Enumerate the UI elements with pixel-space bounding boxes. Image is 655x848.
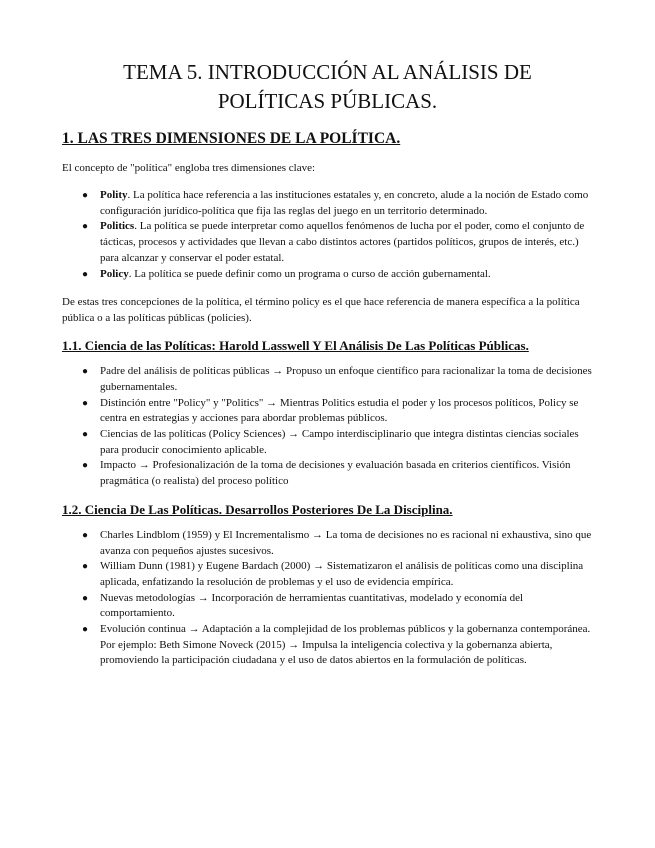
bullet-icon: ●	[82, 624, 89, 636]
section-1-heading: 1. LAS TRES DIMENSIONES DE LA POLÍTICA.	[62, 130, 401, 147]
term-polity: Polity	[100, 189, 128, 201]
list-item-text: William Dunn (1981) y Eugene Bardach (2000) → Sistematizaron el análisis de políticas como una disciplina aplicada, enfatizando la resolución de problemas y el uso de evidencia empírica.	[100, 560, 584, 588]
bullet-icon: ●	[82, 561, 89, 573]
list-item	[62, 622, 593, 669]
document-title	[62, 58, 593, 116]
bullet-icon: ●	[82, 592, 89, 604]
list-item-text: . La política hace referencia a las instituciones estatales y, en concreto, alude a la noción de Estado como configuración jurídico-política que fija las reglas del juego en un territorio determinado.	[100, 189, 589, 217]
list-item-text: Nuevas metodologías → Incorporación de herramientas cuantitativas, modelado y economía del comportamiento.	[100, 591, 524, 620]
list-item-text: . La política se puede interpretar como aquellos fenómenos de lucha por el poder, como el conjunto de tácticas, procesos y actividades que llevan a cabo distintos actores (partidos políticos, grupos de interés, etc.) para alcanzar y conservar el poder estatal.	[100, 220, 585, 264]
section-1-closing: De estas tres concepciones de la política, el término policy es el que hace referencia de manera específica a la política pública o a las políticas públicas (policies).	[62, 296, 580, 325]
list-item	[62, 427, 593, 458]
term-politics: Politics	[100, 220, 135, 233]
section-1-1-list	[62, 364, 593, 490]
list-item	[62, 396, 593, 427]
list-item-text: Ciencias de las políticas (Policy Sciences) → Campo interdisciplinario que integra distintas ciencias sociales para producir conocimiento aplicable.	[100, 428, 579, 456]
list-item-text: Padre del análisis de políticas públicas → Propuso un enfoque científico para racionalizar la toma de decisiones gubernamentales.	[100, 365, 592, 393]
section-1-2-heading: 1.2. Ciencia De Las Políticas. Desarrollos Posteriores De La Disciplina.	[62, 501, 453, 517]
bullet-icon: ●	[82, 397, 89, 409]
example-note: Por ejemplo: Beth Simone Noveck (2015) → Impulsa la inteligencia colectiva y la gobernanza abierta, promoviendo la participación ciudadana y el uso de datos abiertos en la formulación de políticas.	[100, 638, 553, 667]
bullet-icon: ●	[82, 190, 89, 201]
section-1-2-list	[62, 528, 593, 669]
list-item	[62, 559, 593, 590]
list-item	[62, 528, 593, 559]
list-item	[62, 267, 593, 283]
list-item-text: Impacto → Profesionalización de la toma de decisiones y evaluación basada en criterios científicos. Visión pragmática (o realista) del proceso político	[100, 459, 571, 488]
bullet-icon: ●	[82, 366, 89, 378]
bullet-icon: ●	[82, 460, 89, 472]
term-policy: Policy	[100, 267, 129, 280]
bullet-icon: ●	[82, 529, 89, 541]
list-item-text: Evolución continua → Adaptación a la complejidad de los problemas públicos y la gobernanza contemporánea.	[100, 623, 591, 636]
section-1-1-heading: 1.1. Ciencia de las Políticas: Harold Lasswell Y El Análisis De Las Políticas Públicas.	[62, 338, 529, 354]
list-item-text: . La política se puede definir como un programa o curso de acción gubernamental.	[128, 267, 491, 280]
list-item	[62, 364, 593, 395]
document-title-line-1: TEMA 5. INTRODUCCIÓN AL ANÁLISIS DE	[123, 60, 532, 84]
list-item-text: Charles Lindblom (1959) y El Incrementalismo → La toma de decisiones no es racional ni exhaustiva, sino que avanza con pequeños ajustes sucesivos.	[100, 528, 592, 557]
document-title-line-2: POLÍTICAS PÚBLICAS.	[217, 89, 438, 113]
bullet-icon: ●	[82, 221, 89, 233]
section-1-list	[62, 188, 593, 282]
list-item-text: Distinción entre "Policy" y "Politics" → Mientras Politics estudia el poder y los procesos políticos, Policy se centra en estrategias y acciones para abordar problemas públicos.	[100, 396, 579, 425]
section-1-intro: El concepto de "política" engloba tres dimensiones clave:	[62, 162, 316, 174]
bullet-icon: ●	[82, 429, 89, 441]
list-item	[62, 591, 593, 622]
bullet-icon: ●	[82, 268, 89, 280]
list-item	[62, 188, 593, 219]
list-item	[62, 219, 593, 266]
list-item	[62, 458, 593, 489]
